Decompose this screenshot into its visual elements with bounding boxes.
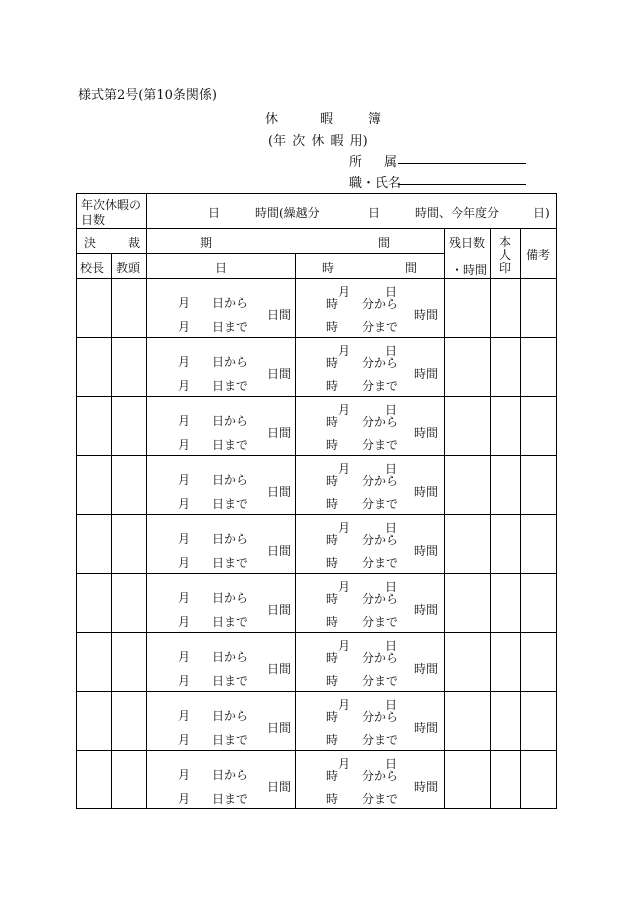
time-from-minute: 分から xyxy=(362,356,399,370)
header-period-char: 期 xyxy=(200,236,213,250)
time-until-minute: 分まで xyxy=(362,674,399,688)
summary-unit-hour-current: 時間、今年度分 xyxy=(415,206,500,220)
time-from-hour: 時 xyxy=(326,356,339,370)
remarks-cell[interactable] xyxy=(521,397,556,454)
period-days: 日間 xyxy=(267,308,292,322)
period-from-month: 月 xyxy=(178,473,191,487)
time-hours: 時間 xyxy=(414,426,439,440)
time-until-hour: 時 xyxy=(326,320,339,334)
time-from-hour: 時 xyxy=(326,415,339,429)
vice-principal-seal-cell[interactable] xyxy=(112,751,146,808)
header-approval-char: 裁 xyxy=(128,236,141,250)
time-hours: 時間 xyxy=(414,367,439,381)
period-until-month: 月 xyxy=(178,615,191,629)
header-period-char: 間 xyxy=(378,236,391,250)
time-date-day: 日 xyxy=(385,344,398,358)
remarks-cell[interactable] xyxy=(521,692,556,749)
period-until-month: 月 xyxy=(178,792,191,806)
summary-unit-day-close: 日) xyxy=(533,206,550,220)
time-date-day: 日 xyxy=(385,639,398,653)
time-date-month: 月 xyxy=(338,757,351,771)
affiliation-char: 所 xyxy=(349,155,363,170)
time-date-month: 月 xyxy=(338,521,351,535)
table-row xyxy=(0,278,630,337)
personal-seal-cell[interactable] xyxy=(491,574,520,631)
principal-seal-cell[interactable] xyxy=(77,751,111,808)
personal-seal-cell[interactable] xyxy=(491,751,520,808)
table-row xyxy=(0,632,630,691)
personal-seal-cell[interactable] xyxy=(491,456,520,513)
principal-seal-cell[interactable] xyxy=(77,397,111,454)
title-char: 簿 xyxy=(368,112,382,127)
time-until-hour: 時 xyxy=(326,792,339,806)
personal-seal-cell[interactable] xyxy=(491,515,520,572)
remaining-cell[interactable] xyxy=(445,456,490,513)
time-from-minute: 分から xyxy=(362,710,399,724)
period-from-month: 月 xyxy=(178,355,191,369)
period-days: 日間 xyxy=(267,662,292,676)
period-until-month: 月 xyxy=(178,497,191,511)
time-hours: 時間 xyxy=(414,603,439,617)
time-from-hour: 時 xyxy=(326,533,339,547)
period-until-day: 日まで xyxy=(212,792,249,806)
period-from-day: 日から xyxy=(212,414,249,428)
period-from-month: 月 xyxy=(178,709,191,723)
principal-seal-cell[interactable] xyxy=(77,279,111,336)
time-until-hour: 時 xyxy=(326,438,339,452)
remaining-cell[interactable] xyxy=(445,515,490,572)
header-time-char: 間 xyxy=(405,261,418,275)
time-from-minute: 分から xyxy=(362,769,399,783)
remaining-cell[interactable] xyxy=(445,338,490,395)
page-subtitle: (年 次 休 暇 用) xyxy=(268,134,368,149)
table-row xyxy=(0,514,630,573)
title-char: 暇 xyxy=(320,112,334,127)
period-until-month: 月 xyxy=(178,674,191,688)
time-until-hour: 時 xyxy=(326,733,339,747)
principal-seal-cell[interactable] xyxy=(77,692,111,749)
remaining-cell[interactable] xyxy=(445,633,490,690)
remaining-cell[interactable] xyxy=(445,574,490,631)
vice-principal-seal-cell[interactable] xyxy=(112,633,146,690)
time-from-hour: 時 xyxy=(326,769,339,783)
period-until-day: 日まで xyxy=(212,615,249,629)
summary-unit-day: 日 xyxy=(208,206,221,220)
vice-principal-seal-cell[interactable] xyxy=(112,338,146,395)
affiliation-char: 属 xyxy=(384,155,398,170)
time-until-hour: 時 xyxy=(326,497,339,511)
summary-label-line2: 日数 xyxy=(81,213,106,227)
principal-seal-cell[interactable] xyxy=(77,338,111,395)
header-seal-char: 人 xyxy=(499,248,512,262)
remaining-cell[interactable] xyxy=(445,751,490,808)
table-row xyxy=(0,455,630,514)
period-from-day: 日から xyxy=(212,650,249,664)
time-from-hour: 時 xyxy=(326,297,339,311)
period-from-day: 日から xyxy=(212,591,249,605)
time-from-minute: 分から xyxy=(362,297,399,311)
period-until-day: 日まで xyxy=(212,733,249,747)
period-from-day: 日から xyxy=(212,473,249,487)
time-date-day: 日 xyxy=(385,403,398,417)
time-until-hour: 時 xyxy=(326,674,339,688)
vice-principal-seal-cell[interactable] xyxy=(112,397,146,454)
period-until-day: 日まで xyxy=(212,320,249,334)
period-from-day: 日から xyxy=(212,355,249,369)
title-char: 休 xyxy=(265,112,279,127)
time-date-day: 日 xyxy=(385,698,398,712)
period-days: 日間 xyxy=(267,721,292,735)
principal-seal-cell[interactable] xyxy=(77,574,111,631)
time-until-minute: 分まで xyxy=(362,733,399,747)
time-date-day: 日 xyxy=(385,462,398,476)
name-field[interactable] xyxy=(398,184,526,185)
header-vice-principal: 教頭 xyxy=(116,261,141,275)
principal-seal-cell[interactable] xyxy=(77,633,111,690)
remarks-cell[interactable] xyxy=(521,456,556,513)
time-from-minute: 分から xyxy=(362,415,399,429)
header-day: 日 xyxy=(215,261,228,275)
period-days: 日間 xyxy=(267,603,292,617)
time-until-hour: 時 xyxy=(326,615,339,629)
vice-principal-seal-cell[interactable] xyxy=(112,692,146,749)
period-days: 日間 xyxy=(267,544,292,558)
time-date-month: 月 xyxy=(338,580,351,594)
period-days: 日間 xyxy=(267,485,292,499)
time-from-minute: 分から xyxy=(362,592,399,606)
header-time-char: 時 xyxy=(322,261,335,275)
vice-principal-seal-cell[interactable] xyxy=(112,574,146,631)
time-from-hour: 時 xyxy=(326,710,339,724)
time-until-minute: 分まで xyxy=(362,497,399,511)
time-until-minute: 分まで xyxy=(362,379,399,393)
remarks-cell[interactable] xyxy=(521,515,556,572)
time-date-month: 月 xyxy=(338,639,351,653)
vice-principal-seal-cell[interactable] xyxy=(112,456,146,513)
header-approval-char: 決 xyxy=(84,236,97,250)
period-until-month: 月 xyxy=(178,379,191,393)
principal-seal-cell[interactable] xyxy=(77,515,111,572)
summary-label-line1: 年次休暇の xyxy=(81,198,142,212)
period-until-month: 月 xyxy=(178,733,191,747)
period-from-month: 月 xyxy=(178,296,191,310)
personal-seal-cell[interactable] xyxy=(491,633,520,690)
time-hours: 時間 xyxy=(414,721,439,735)
period-from-day: 日から xyxy=(212,709,249,723)
period-until-day: 日まで xyxy=(212,556,249,570)
time-until-minute: 分まで xyxy=(362,615,399,629)
time-from-hour: 時 xyxy=(326,651,339,665)
remarks-cell[interactable] xyxy=(521,279,556,336)
table-row xyxy=(0,691,630,750)
period-until-day: 日まで xyxy=(212,438,249,452)
time-date-day: 日 xyxy=(385,757,398,771)
time-from-hour: 時 xyxy=(326,592,339,606)
period-until-day: 日まで xyxy=(212,497,249,511)
period-from-day: 日から xyxy=(212,296,249,310)
period-from-month: 月 xyxy=(178,768,191,782)
personal-seal-cell[interactable] xyxy=(491,397,520,454)
remarks-cell[interactable] xyxy=(521,751,556,808)
period-days: 日間 xyxy=(267,426,292,440)
period-until-month: 月 xyxy=(178,438,191,452)
remarks-cell[interactable] xyxy=(521,338,556,395)
time-hours: 時間 xyxy=(414,780,439,794)
remaining-cell[interactable] xyxy=(445,397,490,454)
time-from-minute: 分から xyxy=(362,474,399,488)
period-from-month: 月 xyxy=(178,591,191,605)
header-seal-char: 本 xyxy=(499,235,512,249)
time-from-minute: 分から xyxy=(362,651,399,665)
time-date-month: 月 xyxy=(338,344,351,358)
vice-principal-seal-cell[interactable] xyxy=(112,515,146,572)
time-until-minute: 分まで xyxy=(362,556,399,570)
time-until-minute: 分まで xyxy=(362,438,399,452)
summary-unit-hour-carry: 時間(繰越分 xyxy=(255,206,320,220)
time-date-month: 月 xyxy=(338,462,351,476)
remarks-cell[interactable] xyxy=(521,633,556,690)
time-until-hour: 時 xyxy=(326,556,339,570)
time-from-minute: 分から xyxy=(362,533,399,547)
time-until-minute: 分まで xyxy=(362,792,399,806)
header-remaining-line1: 残日数 xyxy=(449,236,486,250)
remarks-cell[interactable] xyxy=(521,574,556,631)
table-row xyxy=(0,573,630,632)
period-from-day: 日から xyxy=(212,532,249,546)
period-until-day: 日まで xyxy=(212,379,249,393)
period-from-month: 月 xyxy=(178,532,191,546)
period-from-day: 日から xyxy=(212,768,249,782)
table-row xyxy=(0,337,630,396)
time-hours: 時間 xyxy=(414,485,439,499)
time-hours: 時間 xyxy=(414,662,439,676)
time-until-hour: 時 xyxy=(326,379,339,393)
summary-unit-day-2: 日 xyxy=(368,206,381,220)
personal-seal-cell[interactable] xyxy=(491,338,520,395)
header-principal: 校長 xyxy=(80,261,105,275)
period-days: 日間 xyxy=(267,367,292,381)
header-remaining-line2: ・時間 xyxy=(451,263,488,277)
header-seal-char: 印 xyxy=(499,261,512,275)
time-date-day: 日 xyxy=(385,521,398,535)
period-from-month: 月 xyxy=(178,414,191,428)
time-date-day: 日 xyxy=(385,285,398,299)
personal-seal-cell[interactable] xyxy=(491,279,520,336)
time-hours: 時間 xyxy=(414,308,439,322)
period-until-month: 月 xyxy=(178,320,191,334)
table-row xyxy=(0,396,630,455)
time-date-month: 月 xyxy=(338,698,351,712)
time-until-minute: 分まで xyxy=(362,320,399,334)
vice-principal-seal-cell[interactable] xyxy=(112,279,146,336)
remaining-cell[interactable] xyxy=(445,692,490,749)
time-from-hour: 時 xyxy=(326,474,339,488)
form-number: 様式第2号(第10条関係) xyxy=(78,88,217,103)
time-date-month: 月 xyxy=(338,403,351,417)
time-date-day: 日 xyxy=(385,580,398,594)
time-hours: 時間 xyxy=(414,544,439,558)
personal-seal-cell[interactable] xyxy=(491,692,520,749)
period-until-day: 日まで xyxy=(212,674,249,688)
remaining-cell[interactable] xyxy=(445,279,490,336)
affiliation-field[interactable] xyxy=(398,163,526,164)
table-row xyxy=(0,750,630,809)
period-from-month: 月 xyxy=(178,650,191,664)
period-until-month: 月 xyxy=(178,556,191,570)
time-date-month: 月 xyxy=(338,285,351,299)
principal-seal-cell[interactable] xyxy=(77,456,111,513)
period-days: 日間 xyxy=(267,780,292,794)
name-label: 職・氏名 xyxy=(349,176,402,191)
header-remarks: 備考 xyxy=(526,248,551,262)
